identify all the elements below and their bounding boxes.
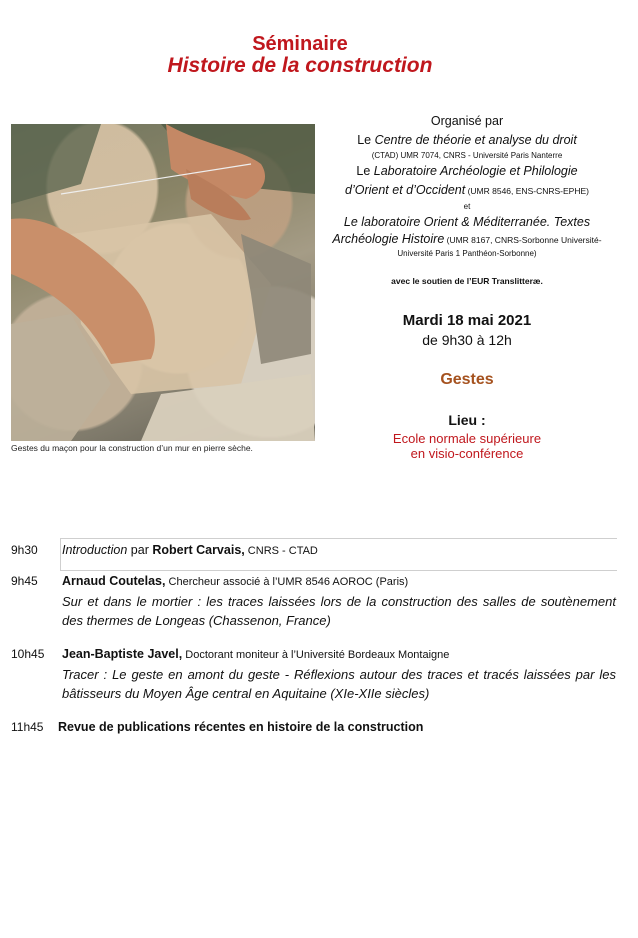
organiser-3-line-2: [322, 232, 612, 248]
organiser-2-detail: (UMR 8546, ENS-CNRS-EPHE): [465, 186, 589, 196]
place-line-2: en visio-conférence: [410, 446, 524, 461]
support-note: avec le soutien de l’EUR Translitteræ.: [391, 276, 543, 286]
programme-time: 11h45: [11, 720, 44, 734]
programme-time: 9h45: [11, 574, 38, 588]
organiser-1-prefix: Le: [357, 133, 375, 147]
event-theme: Gestes: [440, 371, 494, 388]
organiser-3-name-b: Archéologie Histoire: [332, 232, 445, 246]
and-label: et: [463, 202, 471, 211]
organiser-2-name-a: Laboratoire Archéologie et Philologie: [373, 164, 578, 178]
organiser-3-line-1: [322, 213, 612, 232]
photo-caption: Gestes du maçon pour la construction d’un mur en pierre sèche.: [11, 443, 253, 453]
event-date: Mardi 18 mai 2021: [402, 312, 532, 329]
photo-illustration: [11, 124, 315, 441]
programme-speaker: Robert Carvais,: [152, 543, 245, 557]
programme-content: [58, 718, 616, 737]
organisers-block: [322, 112, 612, 291]
programme-talk-title: Sur et dans le mortier : les traces laissées lors de la construction des salles de soutènement des thermes de Longeas (Chassenon, France): [62, 594, 616, 628]
programme-content: [62, 541, 616, 561]
programme-affiliation: CNRS - CTAD: [244, 545, 318, 557]
event-date-block: [322, 312, 612, 348]
intro-word: Introduction: [62, 543, 128, 557]
organised-by-label: Organisé par: [430, 114, 504, 128]
organiser-1: [322, 131, 612, 150]
title-line-1: Séminaire: [252, 33, 348, 55]
programme-content: [62, 572, 616, 630]
seminar-title: [0, 33, 600, 77]
organiser-3-name-a: Le laboratoire Orient & Méditerranée. Textes: [343, 215, 591, 229]
programme-content: [62, 645, 616, 703]
place-line-1: Ecole normale supérieure: [392, 431, 542, 446]
programme-title: Revue de publications récentes en histoire de la construction: [58, 720, 424, 734]
programme-talk-title: Tracer : Le geste en amont du geste - Réflexions autour des traces et tracés laissées par les bâtisseurs du Moyen Âge central en Aquitaine (XIe-XIIe siècles): [62, 667, 616, 701]
organiser-2-prefix: Le: [356, 164, 374, 178]
programme-speaker: Arnaud Coutelas,: [62, 574, 166, 588]
place-label: Lieu :: [448, 412, 486, 428]
organiser-2-line-2: [322, 181, 612, 201]
organiser-2-line-1: [322, 162, 612, 181]
programme-affiliation: Doctorant moniteur à l’Université Bordeaux Montaigne: [182, 649, 450, 661]
programme-time: 10h45: [11, 647, 45, 661]
organiser-2-name-b: d’Orient et d’Occident: [345, 183, 466, 197]
stone-wall-photo: [11, 124, 315, 441]
event-hours: de 9h30 à 12h: [422, 332, 512, 348]
title-line-2: Histoire de la construction: [167, 54, 433, 77]
programme-time: 9h30: [11, 543, 38, 557]
organiser-1-name: Centre de théorie et analyse du droit: [374, 133, 577, 147]
organiser-1-detail: (CTAD) UMR 7074, CNRS - Université Paris Nanterre: [371, 151, 563, 160]
programme-affiliation: Chercheur associé à l’UMR 8546 AOROC (Paris): [165, 576, 409, 588]
organiser-3-detail-b: Université Paris 1 Panthéon-Sorbonne): [397, 249, 537, 258]
par-word: par: [127, 543, 153, 557]
event-place-block: [322, 412, 612, 461]
organiser-3-detail-a: (UMR 8167, CNRS-Sorbonne Université-: [444, 235, 602, 245]
programme-speaker: Jean-Baptiste Javel,: [62, 647, 183, 661]
